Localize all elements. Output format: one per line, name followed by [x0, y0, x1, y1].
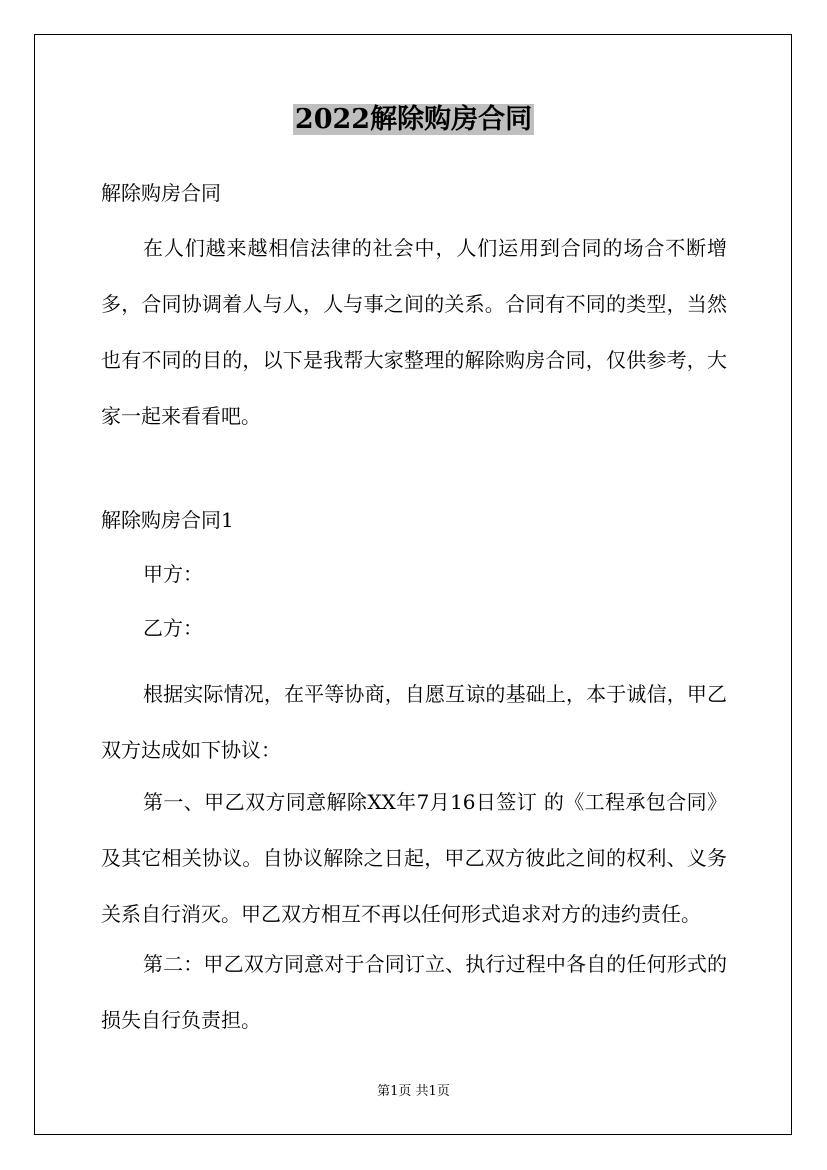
party-b-label: 乙方：	[143, 616, 203, 640]
party-a-label: 甲方：	[143, 562, 203, 586]
clause-first-paragraph: 第一、甲乙双方同意解除XX年7月16日签订 的《工程承包合同》及其它相关协议。自协议解除之日起，甲乙双方彼此之间的权利、义务关系自行消灭。甲乙双方相互不再以任何形式追求对方的违约责任。	[101, 790, 727, 926]
document-title	[0, 100, 827, 140]
intro-paragraph: 在人们越来越相信法律的社会中，人们运用到合同的场合不断增多，合同协调着人与人，人与事之间的关系。合同有不同的类型，当然也有不同的目的，以下是我帮大家整理的解除购房合同，仅供参考，大家一起来看看吧。	[101, 236, 727, 428]
document-title-text: 2022解除购房合同	[294, 104, 533, 135]
clause-second-paragraph: 第二：甲乙双方同意对于合同订立、执行过程中各自的任何形式的损失自行负责担。	[101, 952, 727, 1032]
section-heading: 解除购房合同1	[101, 508, 234, 532]
basis-paragraph: 根据实际情况，在平等协商，自愿互谅的基础上，本于诚信，甲乙双方达成如下协议：	[101, 682, 727, 762]
page-footer: 第1页 共1页	[377, 1084, 450, 1099]
document-subtitle: 解除购房合同	[101, 181, 221, 205]
